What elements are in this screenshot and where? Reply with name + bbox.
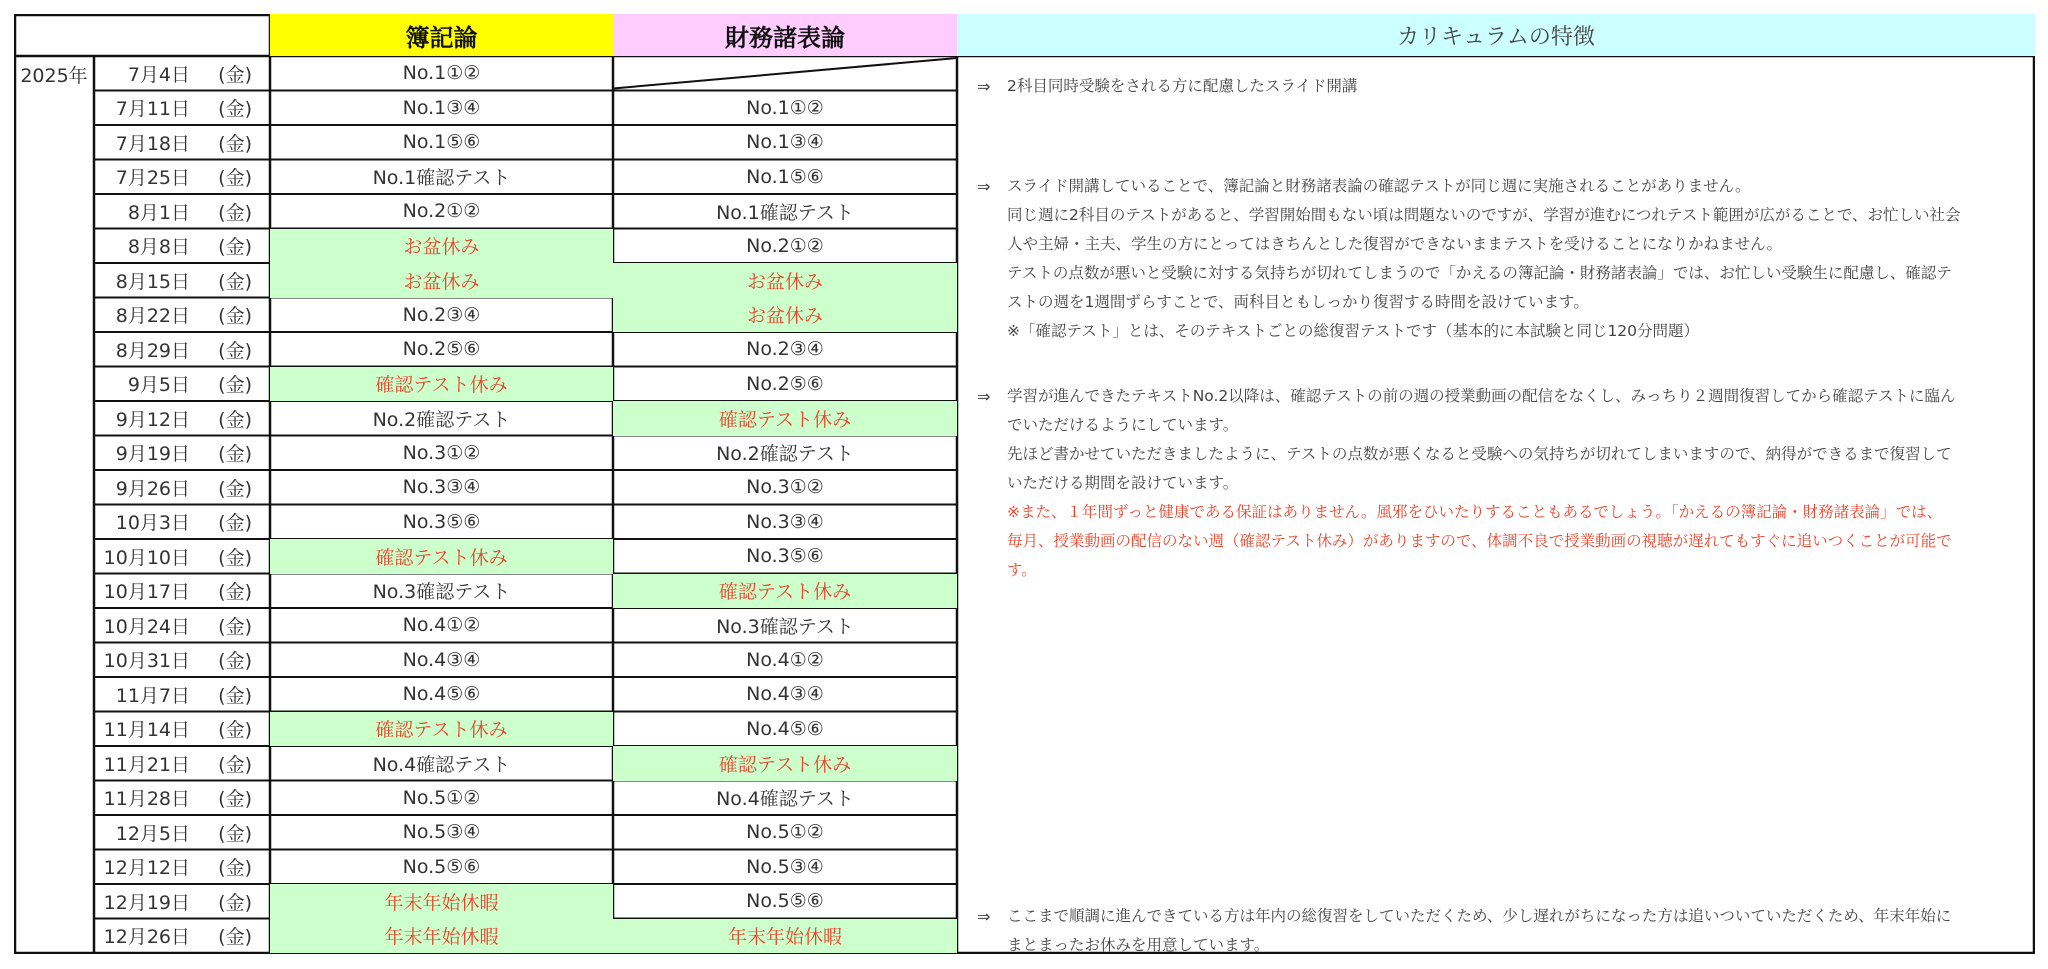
weekday-label: (金) [218, 581, 252, 604]
weekday-label: (金) [218, 650, 252, 673]
boki-lesson-cell: No.1①② [402, 62, 481, 85]
date-cell [94, 781, 270, 816]
date-label: 11月28日 [103, 788, 190, 811]
date-cell [94, 160, 270, 195]
note-line: いただける期間を設けています。 [1007, 474, 1239, 492]
boki-lesson-cell: No.5①② [402, 786, 481, 809]
boki-break-cell: お盆休み [270, 263, 613, 298]
weekday-label: (金) [218, 339, 252, 362]
weekday-label: (金) [218, 63, 252, 86]
date-cell [94, 815, 270, 850]
note-line: 先ほど書かせていただきましたように、テストの点数が悪くなると受験への気持ちが切れてしまいますので、納得ができるまで復習して [1007, 445, 1952, 463]
zaimu-lesson-cell: No.2確認テスト [716, 443, 854, 466]
boki-break-cell: 確認テスト休み [270, 539, 613, 574]
date-cell [94, 401, 270, 436]
boki-break-cell: 確認テスト休み [270, 367, 613, 402]
date-cell [94, 56, 270, 91]
weekday-label: (金) [218, 684, 252, 707]
note-body [1007, 902, 2044, 960]
boki-lesson-cell: No.4⑤⑥ [402, 683, 481, 706]
date-cell [94, 125, 270, 160]
boki-lesson-cell: No.3①② [402, 441, 481, 464]
zaimu-lesson-cell: No.5③④ [746, 855, 824, 878]
zaimu-blank-cell [613, 56, 957, 91]
date-cell [94, 505, 270, 540]
note-line: テストの点数が悪いと受験に対する気持ちが切れてしまうので「かえるの簿記論・財務諸表論」では、お忙しい受験生に配慮し、確認テ [1007, 264, 1952, 282]
date-label: 9月26日 [115, 477, 190, 500]
arrow-icon: ⇒ [977, 907, 991, 926]
weekday-label: (金) [218, 305, 252, 328]
weekday-label: (金) [218, 374, 252, 397]
date-label: 12月19日 [103, 891, 190, 914]
zaimu-lesson-cell: No.4⑤⑥ [746, 717, 824, 740]
date-label: 12月12日 [103, 857, 190, 880]
date-cell [94, 332, 270, 367]
weekday-label: (金) [218, 408, 252, 431]
note-line: す。 [1007, 561, 1037, 579]
boki-lesson-cell: No.3⑤⑥ [402, 510, 481, 533]
header-boki: 簿記論 [270, 14, 613, 56]
date-label: 10月31日 [103, 650, 190, 673]
zaimu-lesson-cell: No.5⑤⑥ [746, 890, 824, 913]
zaimu-break-cell: 確認テスト休み [613, 746, 957, 781]
header-zaimu: 財務諸表論 [613, 14, 957, 56]
date-label: 8月29日 [115, 339, 190, 362]
zaimu-lesson-cell: No.2①② [746, 234, 824, 257]
note-block [974, 172, 2044, 346]
weekday-label: (金) [218, 926, 252, 949]
zaimu-break-cell: 年末年始休暇 [613, 919, 957, 954]
date-cell [94, 229, 270, 264]
date-label: 8月8日 [127, 236, 190, 259]
boki-lesson-cell: No.1③④ [402, 96, 481, 119]
boki-lesson-cell: No.5⑤⑥ [402, 855, 481, 878]
weekday-label: (金) [218, 512, 252, 535]
zaimu-lesson-cell: No.4③④ [746, 683, 824, 706]
date-label: 10月10日 [103, 546, 190, 569]
weekday-label: (金) [218, 891, 252, 914]
date-cell [94, 677, 270, 712]
date-cell [94, 263, 270, 298]
note-block [974, 72, 2044, 101]
date-label: 10月17日 [103, 581, 190, 604]
date-label: 9月12日 [115, 408, 190, 431]
boki-lesson-cell: No.2⑤⑥ [402, 338, 481, 361]
boki-lesson-cell: No.4③④ [402, 648, 481, 671]
arrow-icon: ⇒ [977, 177, 991, 196]
boki-lesson-cell: No.1⑤⑥ [402, 131, 481, 154]
weekday-label: (金) [218, 167, 252, 190]
date-label: 11月21日 [103, 753, 190, 776]
weekday-label: (金) [218, 477, 252, 500]
weekday-label: (金) [218, 719, 252, 742]
boki-lesson-cell: No.2確認テスト [372, 408, 511, 431]
weekday-label: (金) [218, 546, 252, 569]
header-features: カリキュラムの特徴 [957, 14, 2035, 56]
note-body [1007, 172, 2044, 346]
zaimu-lesson-cell: No.2⑤⑥ [746, 372, 824, 395]
zaimu-lesson-cell: No.4確認テスト [716, 788, 854, 811]
boki-lesson-cell: No.1確認テスト [372, 167, 511, 190]
note-line: 2科目同時受験をされる方に配慮したスライド開講 [1007, 77, 1358, 95]
date-cell [94, 608, 270, 643]
zaimu-lesson-cell: No.3①② [746, 476, 824, 499]
note-line: 毎月、授業動画の配信のない週（確認テスト休み）がありますので、体調不良で授業動画の視聴が遅れてもすぐに追いつくことが可能で [1007, 532, 1952, 550]
arrow-icon: ⇒ [977, 387, 991, 406]
date-label: 10月3日 [115, 512, 190, 535]
boki-lesson-cell: No.3確認テスト [372, 581, 511, 604]
note-line: ※「確認テスト」とは、そのテキストごとの総復習テストです（基本的に本試験と同じ120分問題） [1007, 322, 1700, 340]
zaimu-lesson-cell: No.5①② [746, 821, 824, 844]
weekday-label: (金) [218, 201, 252, 224]
date-cell [94, 194, 270, 229]
weekday-label: (金) [218, 753, 252, 776]
date-label: 10月24日 [103, 615, 190, 638]
zaimu-lesson-cell: No.3⑤⑥ [746, 545, 824, 568]
zaimu-break-cell: お盆休み [613, 298, 957, 333]
date-label: 7月18日 [115, 132, 190, 155]
note-line: ※また、１年間ずっと健康である保証はありません。風邪をひいたりすることもあるでしょう。「かえるの簿記論・財務諸表論」では、 [1007, 503, 1943, 521]
weekday-label: (金) [218, 270, 252, 293]
weekday-label: (金) [218, 615, 252, 638]
zaimu-break-cell: 確認テスト休み [613, 401, 957, 436]
date-cell [94, 574, 270, 609]
note-line: ストの週を1週間ずらすことで、両科目ともしっかり復習する時間を設けています。 [1007, 293, 1589, 311]
boki-break-cell: 年末年始休暇 [270, 919, 613, 954]
date-cell [94, 298, 270, 333]
date-cell [94, 850, 270, 885]
weekday-label: (金) [218, 132, 252, 155]
weekday-label: (金) [218, 822, 252, 845]
date-label: 9月19日 [115, 443, 190, 466]
boki-lesson-cell: No.2③④ [402, 303, 481, 326]
zaimu-break-cell: お盆休み [613, 263, 957, 298]
date-cell [94, 884, 270, 919]
boki-lesson-cell: No.3③④ [402, 476, 481, 499]
date-label: 7月4日 [127, 63, 190, 86]
date-cell [94, 539, 270, 574]
note-line: でいただけるようにしています。 [1007, 416, 1239, 434]
date-label: 11月14日 [103, 719, 190, 742]
note-line: スライド開講していることで、簿記論と財務諸表論の確認テストが同じ週に実施されることがありません。 [1007, 177, 1751, 195]
zaimu-lesson-cell: No.4①② [746, 648, 824, 671]
date-label: 8月15日 [115, 270, 190, 293]
boki-lesson-cell: No.5③④ [402, 821, 481, 844]
zaimu-lesson-cell: No.3確認テスト [716, 615, 854, 638]
weekday-label: (金) [218, 857, 252, 880]
weekday-label: (金) [218, 98, 252, 121]
date-label: 9月5日 [127, 374, 190, 397]
zaimu-lesson-cell: No.1③④ [746, 131, 824, 154]
zaimu-lesson-cell: No.1確認テスト [716, 201, 854, 224]
date-label: 7月11日 [115, 98, 190, 121]
note-line: 学習が進んできたテキストNo.2以降は、確認テストの前の週の授業動画の配信をなくし、みっちり２週間復習してから確認テストに臨ん [1007, 387, 1956, 405]
weekday-label: (金) [218, 788, 252, 811]
date-cell [94, 643, 270, 678]
date-cell [94, 746, 270, 781]
year-label: 2025年 [20, 65, 88, 87]
arrow-icon: ⇒ [977, 77, 991, 96]
date-label: 7月25日 [115, 167, 190, 190]
date-label: 11月7日 [115, 684, 190, 707]
zaimu-lesson-cell: No.1⑤⑥ [746, 165, 824, 188]
date-cell [94, 91, 270, 126]
date-label: 8月22日 [115, 305, 190, 328]
date-cell [94, 919, 270, 954]
boki-lesson-cell: No.4①② [402, 614, 481, 637]
note-body [1007, 72, 2044, 101]
date-label: 12月26日 [103, 926, 190, 949]
date-label: 12月5日 [115, 822, 190, 845]
note-line: 同じ週に2科目のテストがあると、学習開始間もない頃は問題ないのですが、学習が進むにつれテスト範囲が広がることで、お忙しい社会 [1007, 206, 1961, 224]
date-cell [94, 470, 270, 505]
weekday-label: (金) [218, 443, 252, 466]
zaimu-break-cell: 確認テスト休み [613, 574, 957, 609]
boki-break-cell: お盆休み [270, 229, 613, 264]
note-line: 人や主婦・主夫、学生の方にとってはきちんとした復習ができないままテストを受けることになりかねません。 [1007, 235, 1783, 253]
note-line: ここまで順調に進んできている方は年内の総復習をしていただくため、少し遅れがちになった方は追いついていただくため、年末年始に [1007, 907, 1952, 925]
boki-lesson-cell: No.2①② [402, 200, 481, 223]
weekday-label: (金) [218, 236, 252, 259]
note-block [974, 382, 2044, 585]
date-label: 8月1日 [127, 201, 190, 224]
note-line: まとまったお休みを用意しています。 [1007, 936, 1270, 954]
date-cell [94, 712, 270, 747]
note-block [974, 902, 2044, 960]
schedule-sheet [14, 14, 2035, 954]
boki-lesson-cell: No.4確認テスト [372, 753, 511, 776]
zaimu-lesson-cell: No.3③④ [746, 510, 824, 533]
date-cell [94, 367, 270, 402]
date-cell [94, 436, 270, 471]
boki-break-cell: 年末年始休暇 [270, 884, 613, 919]
zaimu-lesson-cell: No.2③④ [746, 338, 824, 361]
zaimu-lesson-cell: No.1①② [746, 96, 824, 119]
curriculum-notes [974, 72, 2044, 962]
boki-break-cell: 確認テスト休み [270, 712, 613, 747]
note-body [1007, 382, 2044, 585]
